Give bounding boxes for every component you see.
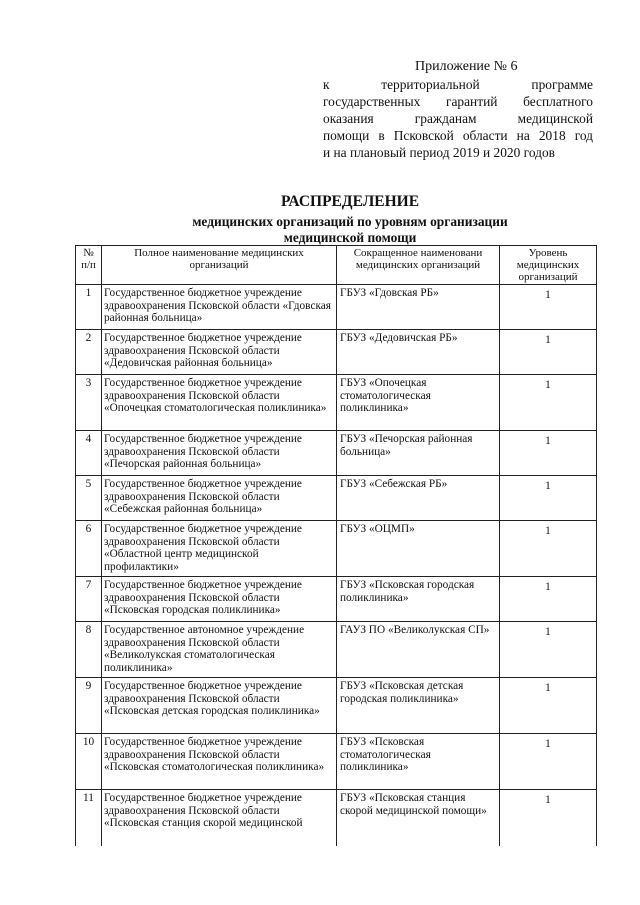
row-full-name: Государственное бюджетное учреждение здравоохранения Псковской области «Себежская районная больница» — [102, 476, 337, 521]
appendix-line: к территориальной программе — [323, 77, 593, 92]
appendix-title: Приложение № 6 — [415, 59, 518, 74]
table-row — [76, 521, 597, 577]
header-full-name: Полное наименование медицинских организаций — [102, 246, 337, 285]
row-short-name: ГБУЗ «Псковская станция скорой медицинской помощи» — [337, 790, 500, 846]
table-row — [76, 622, 597, 678]
row-short-name: ГБУЗ «Дедовичская РБ» — [337, 330, 500, 375]
table-body — [76, 285, 597, 846]
row-short-name: ГБУЗ «Псковская городская поликлиника» — [337, 577, 500, 622]
header-short-name: Сокращенное наименовани медицинских организаций — [337, 246, 500, 285]
row-full-name: Государственное бюджетное учреждение здравоохранения Псковской области «Псковская городская поликлиника» — [102, 577, 337, 622]
table-header-row — [76, 246, 597, 285]
row-number: 11 — [76, 790, 102, 846]
row-full-name: Государственное бюджетное учреждение здравоохранения Псковской области «Опочецкая стоматологическая поликлиника» — [102, 375, 337, 431]
row-short-name: ГБУЗ «Гдовская РБ» — [337, 285, 500, 330]
subtitle-line: медицинских организаций по уровням организации — [192, 214, 508, 229]
row-level: 1 — [500, 678, 597, 734]
row-level: 1 — [500, 285, 597, 330]
table-row — [76, 375, 597, 431]
row-short-name: ГБУЗ «Печорская районная больница» — [337, 431, 500, 476]
row-short-name: ГБУЗ «Псковская детская городская поликлиника» — [337, 678, 500, 734]
row-number: 10 — [76, 734, 102, 790]
document-subtitle — [60, 214, 640, 246]
row-number: 1 — [76, 285, 102, 330]
table-row — [76, 330, 597, 375]
subtitle-line: медицинской помощи — [283, 230, 417, 245]
table-row — [76, 476, 597, 521]
row-level: 1 — [500, 790, 597, 846]
row-number: 4 — [76, 431, 102, 476]
row-short-name: ГБУЗ «Себежская РБ» — [337, 476, 500, 521]
row-number: 5 — [76, 476, 102, 521]
table-row — [76, 577, 597, 622]
row-short-name: ГБУЗ «Опочецкая стоматологическая поликлиника» — [337, 375, 500, 431]
row-level: 1 — [500, 431, 597, 476]
row-number: 9 — [76, 678, 102, 734]
appendix-line: помощи в Псковской области на 2018 год — [323, 128, 593, 143]
row-number: 7 — [76, 577, 102, 622]
table-row — [76, 285, 597, 330]
row-level: 1 — [500, 476, 597, 521]
table-row — [76, 734, 597, 790]
organizations-table — [75, 245, 597, 846]
appendix-line: оказания гражданам медицинской — [323, 111, 593, 126]
document-title: РАСПРЕДЕЛЕНИЕ — [280, 193, 420, 210]
row-level: 1 — [500, 577, 597, 622]
table-row — [76, 678, 597, 734]
row-number: 3 — [76, 375, 102, 431]
row-level: 1 — [500, 734, 597, 790]
row-full-name: Государственное бюджетное учреждение здравоохранения Псковской области «Гдовская районная больница» — [102, 285, 337, 330]
row-level: 1 — [500, 521, 597, 577]
header-num: № п/п — [76, 246, 102, 285]
appendix-line: государственных гарантий бесплатного — [323, 94, 593, 109]
row-level: 1 — [500, 622, 597, 678]
row-full-name: Государственное бюджетное учреждение здравоохранения Псковской области «Псковская станция скорой медицинской — [102, 790, 337, 846]
table-row — [76, 790, 597, 846]
row-full-name: Государственное автономное учреждение здравоохранения Псковской области «Великолукская стоматологическая поликлиника» — [102, 622, 337, 678]
row-number: 2 — [76, 330, 102, 375]
row-full-name: Государственное бюджетное учреждение здравоохранения Псковской области «Псковская стоматологическая поликлиника» — [102, 734, 337, 790]
row-full-name: Государственное бюджетное учреждение здравоохранения Псковской области «Дедовичская районная больница» — [102, 330, 337, 375]
row-level: 1 — [500, 375, 597, 431]
table-row — [76, 431, 597, 476]
row-short-name: ГБУЗ «ОЦМП» — [337, 521, 500, 577]
row-full-name: Государственное бюджетное учреждение здравоохранения Псковской области «Областной центр медицинской профилактики» — [102, 521, 337, 577]
row-full-name: Государственное бюджетное учреждение здравоохранения Псковской области «Печорская районная больница» — [102, 431, 337, 476]
appendix-block — [323, 58, 593, 161]
row-short-name: ГАУЗ ПО «Великолукская СП» — [337, 622, 500, 678]
row-number: 6 — [76, 521, 102, 577]
row-short-name: ГБУЗ «Псковская стоматологическая поликлиника» — [337, 734, 500, 790]
row-full-name: Государственное бюджетное учреждение здравоохранения Псковской области «Псковская детская городская поликлиника» — [102, 678, 337, 734]
appendix-line: и на плановый период 2019 и 2020 годов — [323, 145, 555, 160]
row-level: 1 — [500, 330, 597, 375]
row-number: 8 — [76, 622, 102, 678]
header-level: Уровень медицинских организаций — [500, 246, 597, 285]
